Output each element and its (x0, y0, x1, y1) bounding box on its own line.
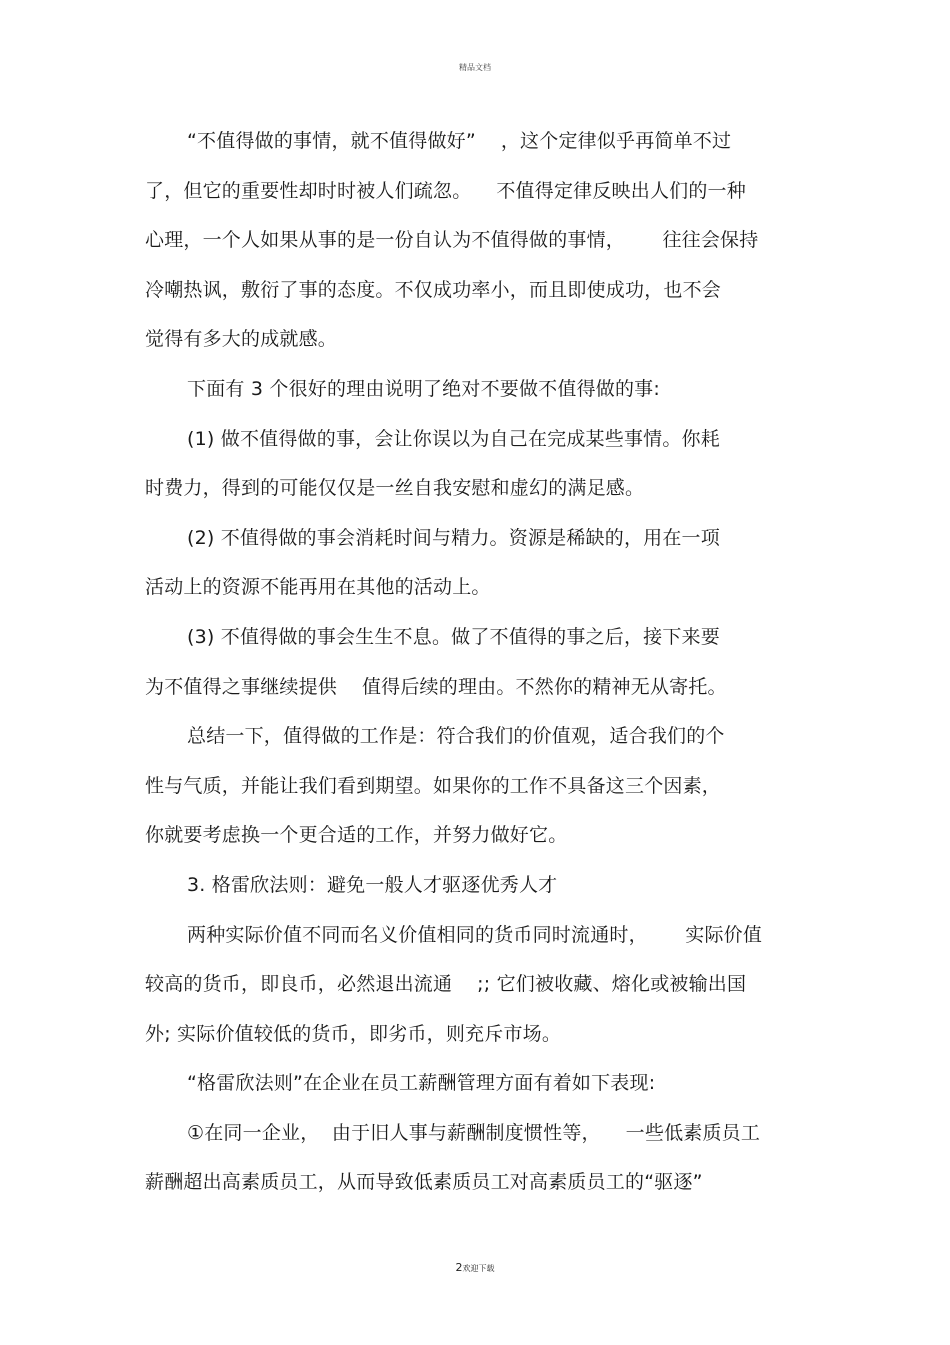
text-line: 活动上的资源不能再用在其他的活动上。 (145, 576, 491, 599)
page-footer (0, 1261, 950, 1274)
text-line: ①在同一企业， 由于旧人事与薪酬制度惯性等， 一些低素质员工 (187, 1121, 761, 1144)
text-line: 总结一下，值得做的工作是：符合我们的价值观，适合我们的个 (187, 725, 725, 748)
text-line: 冷嘲热讽，敷衍了事的态度。不仅成功率小，而且即使成功，也不会 (145, 278, 722, 301)
text-line: (2) 不值得做的事会消耗时间与精力。资源是稀缺的，用在一项 (187, 526, 720, 549)
text-line: 外; 实际价值较低的货币，即劣币，则充斥市场。 (145, 1022, 562, 1045)
text-line: (3) 不值得做的事会生生不息。做了不值得的事之后，接下来要 (187, 625, 720, 648)
text-line: 心理，一个人如果从事的是一份自认为不值得做的事情， 往往会保持 (145, 229, 759, 252)
text-line: 为不值得之事继续提供 值得后续的理由。不然你的精神无从寄托。 (145, 675, 727, 698)
page-header: 精品文档 (459, 63, 491, 72)
text-line: 下面有 3 个很好的理由说明了绝对不要做不值得做的事: (187, 377, 660, 400)
text-line: 薪酬超出高素质员工，从而导致低素质员工对高素质员工的“驱逐” (145, 1171, 703, 1194)
footer-text: 欢迎下载 (462, 1264, 495, 1273)
text-line: (1) 做不值得做的事，会让你误以为自己在完成某些事情。你耗 (187, 427, 720, 450)
page-number: 2 (455, 1261, 463, 1274)
text-line: 时费力，得到的可能仅仅是一丝自我安慰和虚幻的满足感。 (145, 477, 645, 500)
text-line: 了，但它的重要性却时时被人们疏忽。 不值得定律反映出人们的一种 (145, 179, 746, 202)
document-body (145, 122, 805, 1213)
text-line: “不值得做的事情，就不值得做好” ，这个定律似乎再简单不过 (187, 130, 732, 152)
text-line: 较高的货币，即良币，必然退出流通 ;; 它们被收藏、熔化或被输出国 (145, 973, 747, 996)
text-line: 3. 格雷欣法则：避免一般人才驱逐优秀人才 (187, 873, 558, 896)
text-line: 性与气质，并能让我们看到期望。如果你的工作不具备这三个因素， (145, 774, 722, 797)
text-line: 两种实际价值不同而名义价值相同的货币同时流通时， 实际价值 (187, 923, 763, 946)
text-line: 你就要考虑换一个更合适的工作，并努力做好它。 (145, 824, 568, 847)
text-line: “格雷欣法则”在企业在员工薪酬管理方面有着如下表现: (187, 1072, 656, 1095)
text-line: 觉得有多大的成就感。 (145, 328, 338, 351)
